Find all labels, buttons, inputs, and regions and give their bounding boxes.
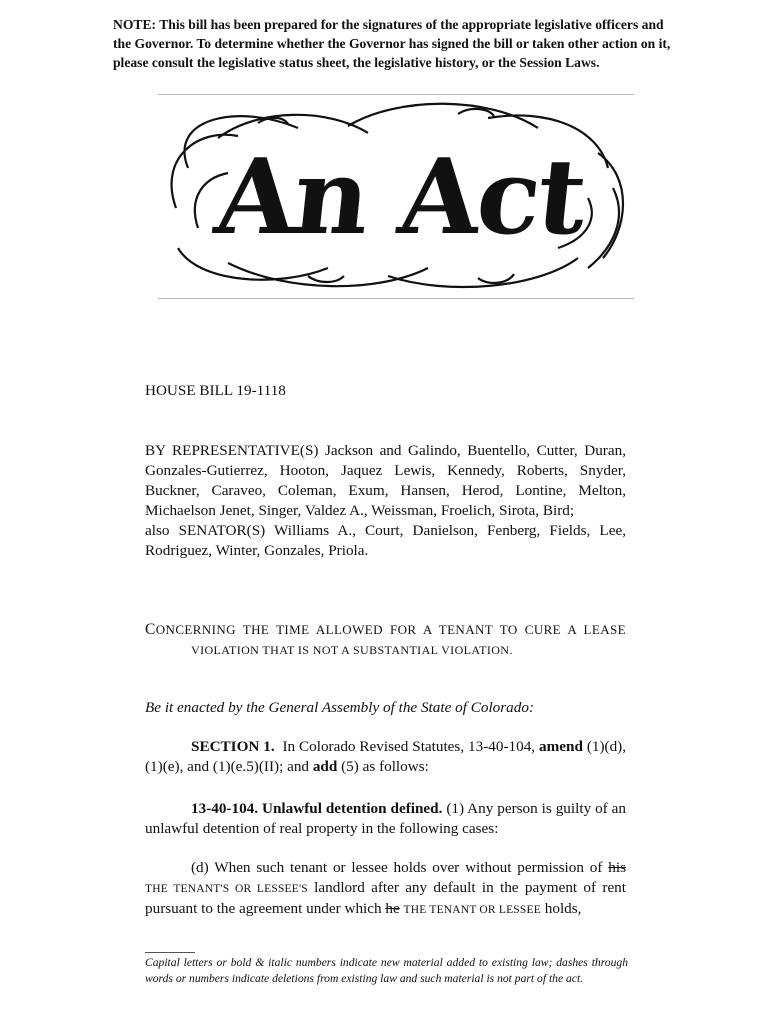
section-1-amend: amend [539, 738, 583, 755]
bill-title [145, 620, 626, 660]
seal-top-rule [158, 94, 634, 95]
signature-note: NOTE: This bill has been prepared for the signatures of the appropriate legislative officers and the Governor. To determine whether the Governor has signed the bill or taken other action on it, please consult the legislative status sheet, the legislative history, or the Session Laws. [113, 17, 671, 70]
paragraph-d-text-c: holds, [544, 900, 582, 917]
senators-list: also SENATOR(S) Williams A., Court, Danielson, Fenberg, Fields, Lee, Rodriguez, Winter, Gonzales, Priola. [145, 522, 626, 559]
statute-text: (1) Any person is guilty of an unlawful detention of real property in the following cases: [145, 800, 626, 837]
bill-title-initial: C [145, 621, 156, 638]
footnote-rule [145, 952, 195, 953]
deleted-text-his: his [608, 859, 626, 876]
paragraph-d-text-b: landlord after any default in the payment of rent pursuant to the agreement under which [145, 879, 626, 917]
an-act-title: An Act [209, 135, 590, 258]
paragraph-d [145, 858, 626, 920]
enacting-clause: Be it enacted by the General Assembly of the State of Colorado: [145, 699, 535, 716]
section-1-text-c: (5) as follows: [341, 758, 429, 775]
paragraph-d-text-a: (d) When such tenant or lessee holds over without permission of [191, 859, 603, 876]
section-1-add: add [312, 758, 338, 775]
section-1-text-b: (1)(d), (1)(e), and (1)(e.5)(II); and [145, 738, 627, 775]
statute-13-40-104 [145, 799, 626, 839]
an-act-seal-graphic [158, 98, 634, 294]
bill-title-line-1-rest: ONCERNING THE TIME ALLOWED FOR A TENANT TO CURE A LEASE [155, 622, 626, 637]
an-act-seal [158, 98, 634, 294]
bill-title-line-1 [145, 620, 626, 640]
new-text-tenants-or-lessees: THE TENANT'S OR LESSEE'S [145, 883, 308, 895]
representatives-list: BY REPRESENTATIVE(S) Jackson and Galindo, Buentello, Cutter, Duran, Gonzales-Gutierrez, Hooton, Jaquez Lewis, Kennedy, Roberts, Snyder, Buckner, Caraveo, Coleman, Exum, Hansen, Herod, Lontine, Melton, Michaelson Jenet, Singer, Valdez A., Weissman, Froelich, Sirota, Bird; [145, 442, 626, 519]
sponsors-block [145, 441, 626, 561]
statute-heading: 13-40-104. Unlawful detention defined. [191, 800, 443, 817]
bill-number: HOUSE BILL 19-1118 [145, 382, 286, 399]
seal-bottom-rule [158, 298, 634, 299]
section-1-text-a: In Colorado Revised Statutes, 13-40-104, [282, 738, 536, 755]
new-text-tenant-or-lessee: THE TENANT OR LESSEE [403, 904, 541, 916]
section-1 [145, 737, 626, 777]
deleted-text-he: he [385, 900, 400, 917]
bill-title-line-2: VIOLATION THAT IS NOT A SUBSTANTIAL VIOLATION. [191, 643, 513, 657]
section-1-heading: SECTION 1. [191, 738, 275, 755]
footnote: Capital letters or bold & italic numbers indicate new material added to existing law; dashes through words or numbers indicate deletions from existing law and such material is not part of the act. [145, 956, 628, 985]
